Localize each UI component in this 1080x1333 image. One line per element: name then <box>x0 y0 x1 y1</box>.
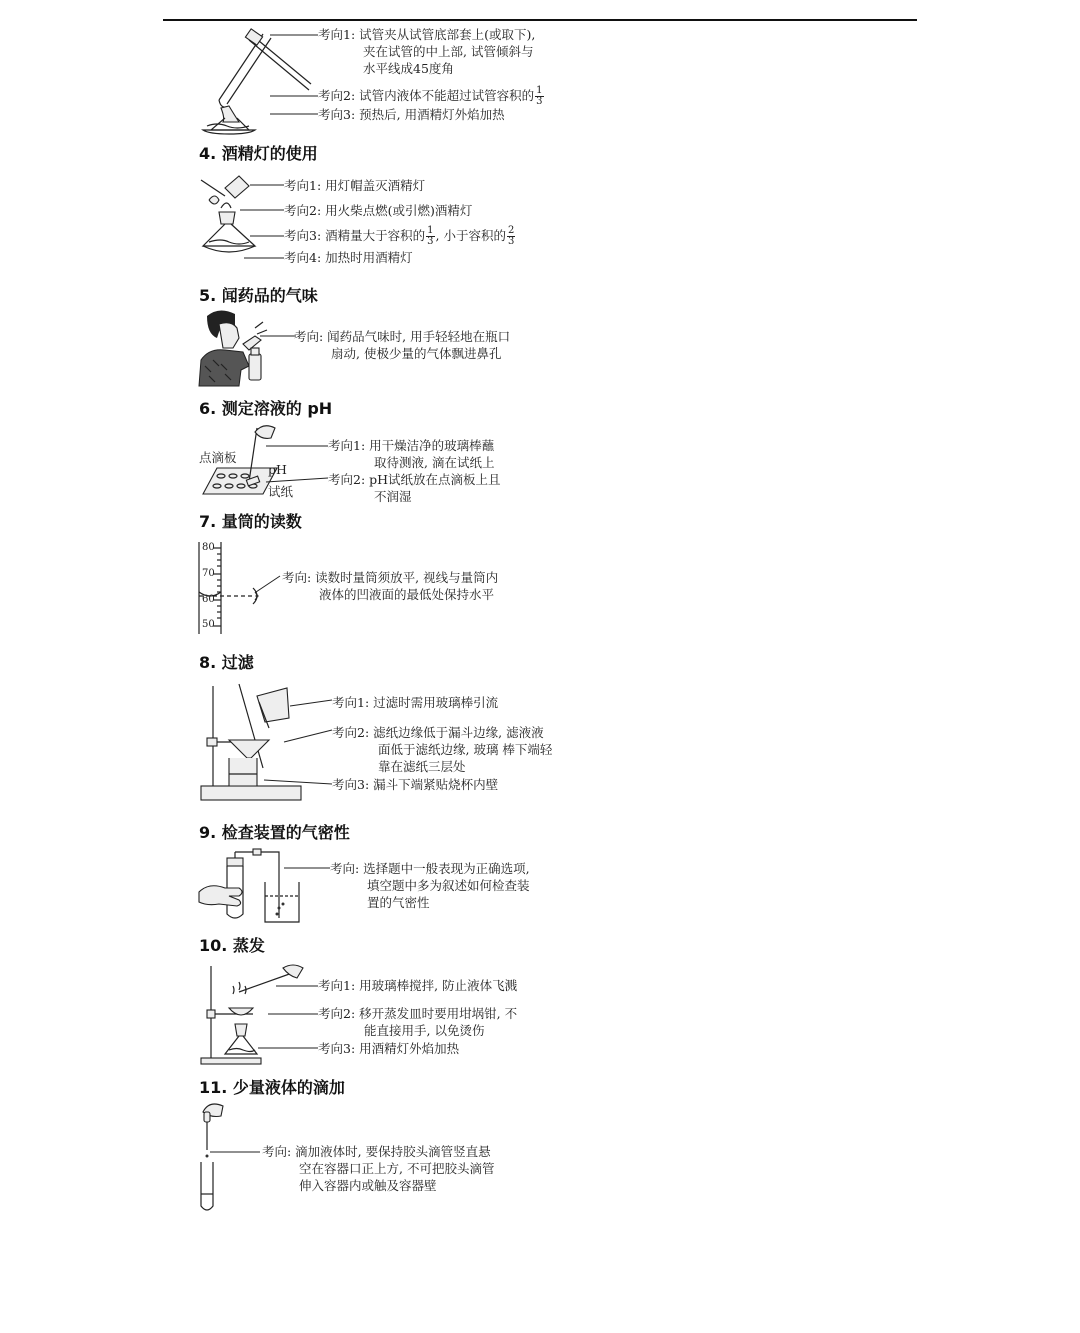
filtration-leader-lines <box>284 694 334 792</box>
lamp-note-1: 考向1: 用灯帽盖灭酒精灯 <box>284 178 426 193</box>
top-note-3: 考向3: 预热后, 用酒精灯外焰加热 <box>318 107 505 122</box>
filtration-note-1: 考向1: 过滤时需用玻璃棒引流 <box>332 695 499 710</box>
section-title-smell: 5. 闻药品的气味 <box>199 286 318 305</box>
lamp-note-4: 考向4: 加热时用酒精灯 <box>284 250 413 265</box>
top-note-1: 考向1: 试管夹从试管底部套上(或取下), 夹在试管的中上部, 试管倾斜与 水平线成45度角 <box>318 27 536 76</box>
evaporation-leader-lines <box>268 976 320 1050</box>
top-figure-leader-lines <box>270 26 320 126</box>
fraction-one-third: $\frac{1}{3}$ <box>427 225 434 247</box>
evaporation-note-2: 考向2: 移开蒸发皿时要用坩埚钳, 不 能直接用手, 以免烫伤 <box>318 1006 518 1038</box>
top-note-2: 考向2: 试管内液体不能超过试管容积的 $\frac{1}{3}$ <box>318 85 543 107</box>
lamp-note-3: 考向3: 酒精量大于容积的 $\frac{1}{3}$ , 小于容积的 $\frac{2}{3}$ <box>284 225 515 247</box>
cylinder-leader-line <box>254 570 284 600</box>
ph-note-1: 考向1: 用干燥洁净的玻璃棒蘸 取待测液, 滴在试纸上 <box>328 438 495 470</box>
filtration-note-2: 考向2: 滤纸边缘低于漏斗边缘, 滤液液 面低于滤纸边缘, 玻璃 棒下端轻 靠在滤纸三层处 <box>332 725 553 774</box>
airtightness-note: 考向: 选择题中一般表现为正确选项, 填空题中多为叙述如何检查装 置的气密性 <box>330 861 530 910</box>
fraction-two-thirds: $\frac{2}{3}$ <box>507 225 515 247</box>
section-title-filtration: 8. 过滤 <box>199 653 254 672</box>
cylinder-note: 考向: 读数时量筒须放平, 视线与量筒内 液体的凹液面的最低处保持水平 <box>282 570 499 602</box>
airtightness-leader-line <box>284 862 334 872</box>
section-title-alcohol-lamp: 4. 酒精灯的使用 <box>199 144 318 163</box>
section-title-airtightness: 9. 检查装置的气密性 <box>199 823 350 842</box>
section-title-cylinder: 7. 量筒的读数 <box>199 512 302 531</box>
evaporation-note-3: 考向3: 用酒精灯外焰加热 <box>318 1041 460 1056</box>
tick-50: 50 <box>202 619 215 630</box>
section-title-dropping: 11. 少量液体的滴加 <box>199 1078 345 1097</box>
tick-60: 60 <box>202 594 215 605</box>
airtightness-illustration <box>199 848 319 924</box>
ph-label: pH <box>268 462 287 477</box>
dropper-leader-line <box>210 1146 264 1156</box>
test-paper-label: 试纸 <box>268 484 294 499</box>
section-title-ph: 6. 测定溶液的 pH <box>199 399 333 418</box>
filtration-note-3: 考向3: 漏斗下端紧贴烧杯内壁 <box>332 777 499 792</box>
ph-note-2: 考向2: pH试纸放在点滴板上且 不润湿 <box>328 472 501 504</box>
smelling-person-illustration <box>199 308 294 388</box>
smell-note: 考向: 闻药品气味时, 用手轻轻地在瓶口 扇动, 使极少量的气体飘进鼻孔 <box>294 329 511 361</box>
dropping-plate-label: 点滴板 <box>199 450 237 465</box>
section-title-evaporation: 10. 蒸发 <box>199 936 265 955</box>
evaporation-note-1: 考向1: 用玻璃棒搅拌, 防止液体飞溅 <box>318 978 518 993</box>
dropper-note: 考向: 滴加液体时, 要保持胶头滴管竖直悬 空在容器口正上方, 不可把胶头滴管 伸入容器内或触及容器壁 <box>262 1144 495 1193</box>
dropper-illustration <box>199 1098 239 1214</box>
tick-80: 80 <box>202 542 215 553</box>
ph-leader-lines <box>262 440 332 490</box>
alcohol-lamp-leader-lines <box>240 172 290 262</box>
top-rule <box>163 19 917 21</box>
fraction-one-third: $\frac{1}{3}$ <box>536 85 543 107</box>
tick-70: 70 <box>202 568 215 579</box>
lamp-note-2: 考向2: 用火柴点燃(或引燃)酒精灯 <box>284 203 473 218</box>
